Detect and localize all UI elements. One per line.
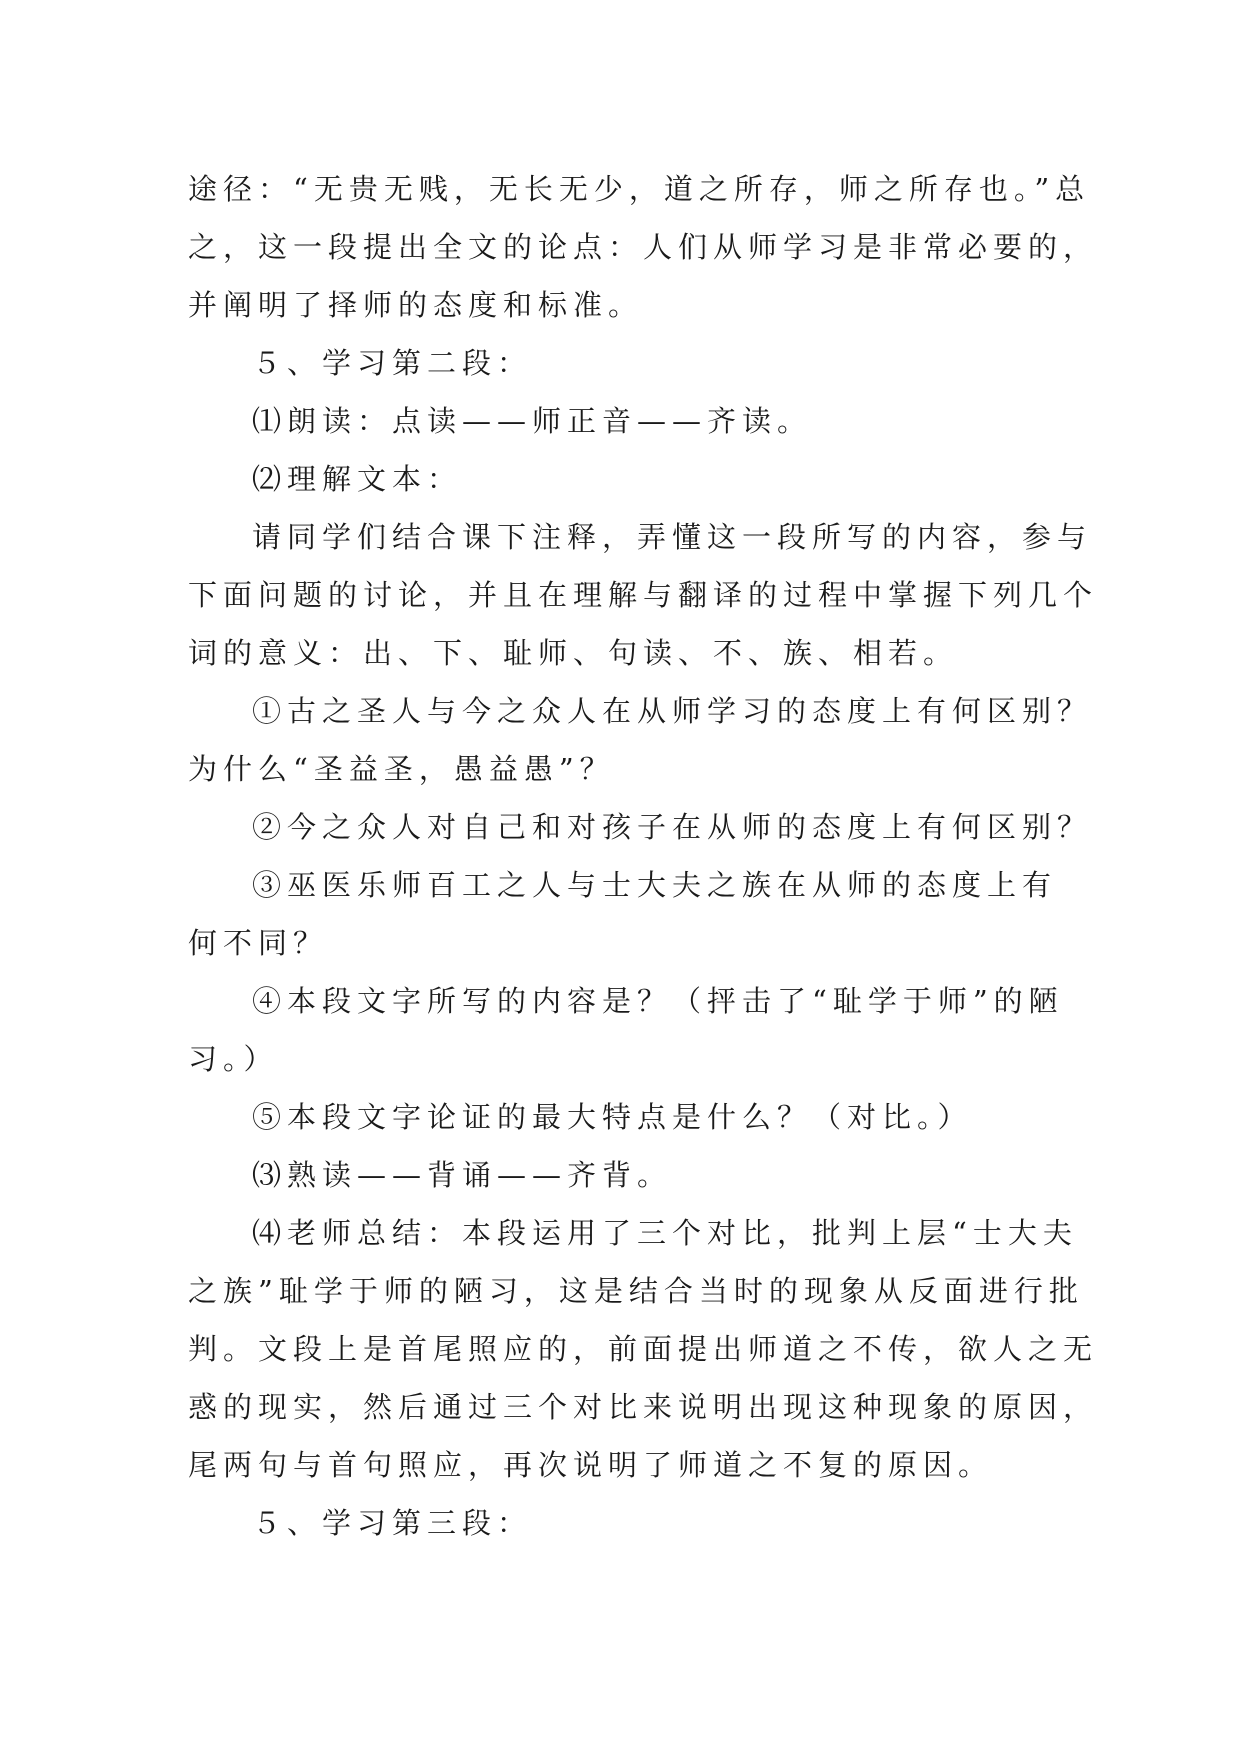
section-heading: ５、学习第二段： [252, 346, 533, 380]
text-line: ⑷老师总结：本段运用了三个对比，批判上层“士大夫 [252, 1216, 1078, 1250]
text-line: ⑵理解文本： [252, 462, 463, 496]
question-line: ③巫医乐师百工之人与士大夫之族在从师的态度上有 [252, 868, 1058, 902]
question-line: 何不同？ [188, 926, 329, 960]
text-line: 下面问题的讨论，并且在理解与翻译的过程中掌握下列几个 [188, 578, 1099, 612]
question-line: ②今之众人对自己和对孩子在从师的态度上有何区别？ [252, 810, 1093, 844]
text-line: 并阐明了择师的态度和标准。 [188, 288, 644, 322]
question-line: ④本段文字所写的内容是？（抨击了“耻学于师”的陋 [252, 984, 1064, 1018]
document-body [188, 160, 1099, 1552]
text-line: 请同学们结合课下注释，弄懂这一段所写的内容，参与 [252, 520, 1093, 554]
text-line: 词的意义：出、下、耻师、句读、不、族、相若。 [188, 636, 959, 670]
question-line: ①古之圣人与今之众人在从师学习的态度上有何区别？ [252, 694, 1093, 728]
section-heading: ５、学习第三段： [252, 1506, 533, 1540]
question-line: 习。） [188, 1042, 279, 1076]
text-line: 之族”耻学于师的陋习，这是结合当时的现象从反面进行批 [188, 1274, 1084, 1308]
text-line: ⑴朗读：点读——师正音——齐读。 [252, 404, 813, 438]
text-line: 判。文段上是首尾照应的，前面提出师道之不传，欲人之无 [188, 1332, 1099, 1366]
text-line: 尾两句与首句照应，再次说明了师道之不复的原因。 [188, 1448, 994, 1482]
text-line: 途径：“无贵无贱，无长无少，道之所存，师之所存也。”总 [188, 172, 1091, 206]
text-line: 惑的现实，然后通过三个对比来说明出现这种现象的原因， [188, 1390, 1099, 1424]
text-line: 之，这一段提出全文的论点：人们从师学习是非常必要的， [188, 230, 1099, 264]
question-line: 为什么“圣益圣，愚益愚”？ [188, 752, 615, 786]
question-line: ⑤本段文字论证的最大特点是什么？（对比。） [252, 1100, 973, 1134]
text-line: ⑶熟读——背诵——齐背。 [252, 1158, 673, 1192]
